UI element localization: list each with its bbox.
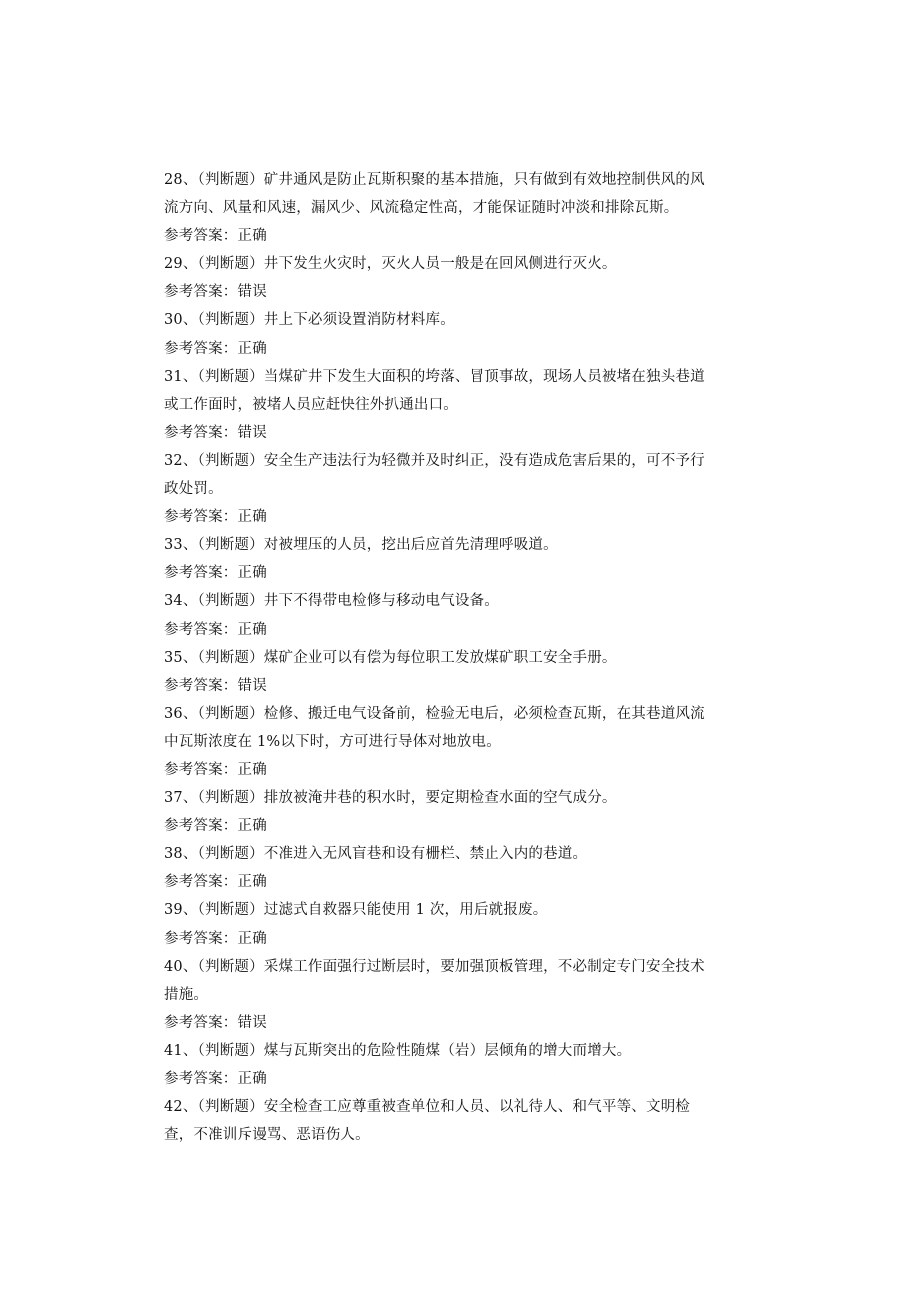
document-body bbox=[164, 166, 752, 1149]
question-42-text-line-2: 查，不准训斥谩骂、恶语伤人。 bbox=[164, 1127, 370, 1144]
question-40-text-line-2: 措施。 bbox=[164, 986, 209, 1003]
question-30-answer: 参考答案：正确 bbox=[164, 340, 267, 357]
question-30-text: 30、（判断题）井上下必须设置消防材料库。 bbox=[164, 312, 455, 329]
question-34-text: 34、（判断题）井下不得带电检修与移动电气设备。 bbox=[164, 593, 499, 610]
question-37-text: 37、（判断题）排放被淹井巷的积水时，要定期检查水面的空气成分。 bbox=[164, 790, 617, 807]
question-29-answer: 参考答案：错误 bbox=[164, 284, 267, 301]
question-36-answer: 参考答案：正确 bbox=[164, 761, 267, 778]
question-34-answer: 参考答案：正确 bbox=[164, 621, 267, 638]
question-33-answer: 参考答案：正确 bbox=[164, 565, 267, 582]
question-28-text-line-2: 流方向、风量和风速，漏风少、风流稳定性高，才能保证随时冲淡和排除瓦斯。 bbox=[164, 200, 679, 217]
question-35-answer: 参考答案：错误 bbox=[164, 677, 267, 694]
question-38-text: 38、（判断题）不准进入无风盲巷和设有栅栏、禁止入内的巷道。 bbox=[164, 846, 588, 863]
question-39-text: 39、（判断题）过滤式自救器只能使用 1 次，用后就报废。 bbox=[164, 902, 548, 919]
question-28-answer: 参考答案：正确 bbox=[164, 228, 267, 245]
question-31-text-line-1: 31、（判断题）当煤矿井下发生大面积的垮落、冒顶事故，现场人员被堵在独头巷道 bbox=[164, 368, 705, 385]
question-41-answer: 参考答案：正确 bbox=[164, 1071, 267, 1087]
question-28-text-line-1: 28、（判断题）矿井通风是防止瓦斯积聚的基本措施，只有做到有效地控制供风的风 bbox=[164, 172, 705, 188]
question-42-text-line-1: 42、（判断题）安全检查工应尊重被查单位和人员、以礼待人、和气平等、文明检 bbox=[164, 1099, 691, 1116]
question-33-text: 33、（判断题）对被埋压的人员，挖出后应首先清理呼吸道。 bbox=[164, 537, 558, 554]
question-32-text-line-2: 政处罚。 bbox=[164, 481, 223, 498]
question-36-text-line-2: 中瓦斯浓度在 1%以下时，方可进行导体对地放电。 bbox=[164, 733, 501, 750]
question-31-answer: 参考答案：错误 bbox=[164, 424, 267, 441]
question-40-text-line-1: 40、（判断题）采煤工作面强行过断层时，要加强顶板管理，不必制定专门安全技术 bbox=[164, 958, 705, 975]
question-37-answer: 参考答案：正确 bbox=[164, 818, 267, 835]
question-41-text: 41、（判断题）煤与瓦斯突出的危险性随煤（岩）层倾角的增大而增大。 bbox=[164, 1042, 632, 1059]
question-40-answer: 参考答案：错误 bbox=[164, 1014, 267, 1031]
question-39-answer: 参考答案：正确 bbox=[164, 930, 267, 947]
question-32-text-line-1: 32、（判断题）安全生产违法行为轻微并及时纠正，没有造成危害后果的，可不予行 bbox=[164, 452, 705, 469]
question-32-answer: 参考答案：正确 bbox=[164, 509, 267, 526]
question-35-text: 35、（判断题）煤矿企业可以有偿为每位职工发放煤矿职工安全手册。 bbox=[164, 649, 617, 666]
question-31-text-line-2: 或工作面时，被堵人员应赶快往外扒通出口。 bbox=[164, 396, 458, 413]
question-38-answer: 参考答案：正确 bbox=[164, 874, 267, 891]
question-36-text-line-1: 36、（判断题）检修、搬迁电气设备前，检验无电后，必须检查瓦斯，在其巷道风流 bbox=[164, 705, 705, 722]
question-29-text: 29、（判断题）井下发生火灾时，灭火人员一般是在回风侧进行灭火。 bbox=[164, 256, 617, 273]
